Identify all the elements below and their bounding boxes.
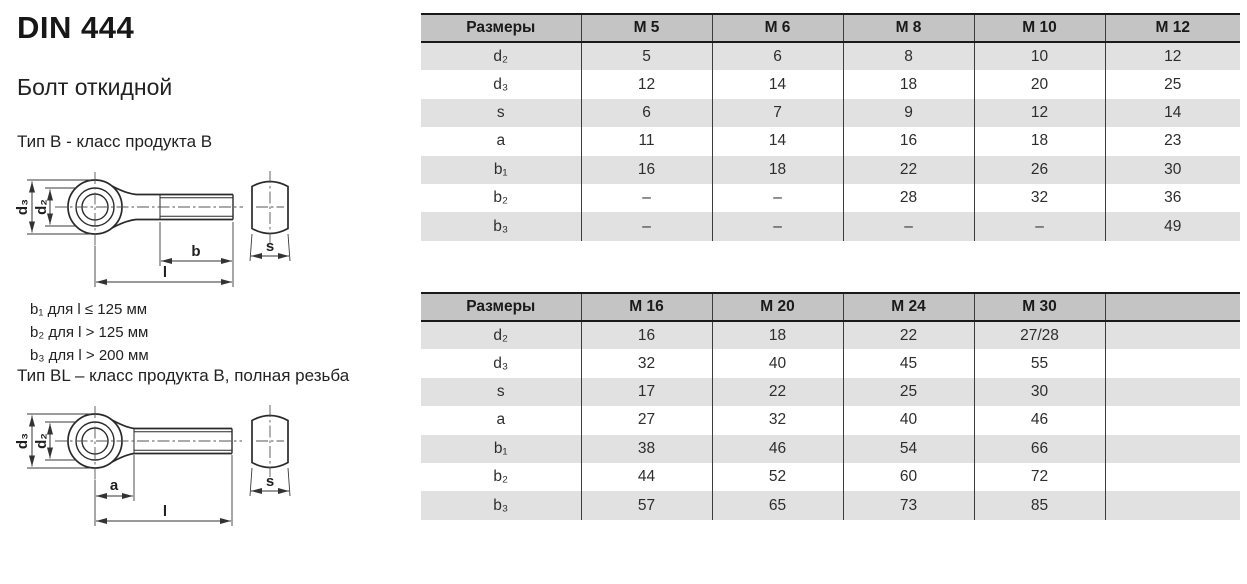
cell-value: 55 (974, 349, 1105, 377)
table-row (421, 378, 1240, 406)
dim-label-d3: d₃ (14, 198, 31, 216)
cell-value: 16 (581, 156, 712, 184)
type-bl-drawing (10, 398, 320, 538)
cell-value: 10 (974, 42, 1105, 70)
cell-value: 5 (581, 42, 712, 70)
size-column-header: M 30 (974, 293, 1105, 321)
size-column-header: M 8 (843, 14, 974, 42)
cell-value: 44 (581, 463, 712, 491)
table-row (421, 349, 1240, 377)
cell-value: 66 (974, 435, 1105, 463)
table-row (421, 406, 1240, 434)
dimensions-table-m16-m30 (421, 292, 1240, 520)
row-label: s (421, 99, 581, 127)
shank-top-edge (112, 420, 232, 429)
cell-value: – (843, 212, 974, 240)
row-label: b₁ (421, 435, 581, 463)
cell-value: 40 (712, 349, 843, 377)
table-row (421, 99, 1240, 127)
footnote-b1: b₁ для l ≤ 125 мм (30, 301, 148, 318)
cell-value (1105, 378, 1240, 406)
size-column-header: M 20 (712, 293, 843, 321)
row-label: d₃ (493, 354, 509, 372)
cell-value: 12 (1105, 42, 1240, 70)
dim-label-s: s (265, 238, 275, 255)
cell-value: 30 (974, 378, 1105, 406)
cell-value: 18 (712, 321, 843, 349)
cell-value: 14 (1105, 99, 1240, 127)
type-b-drawing (10, 160, 320, 292)
cell-value: – (712, 212, 843, 240)
cell-value: – (581, 184, 712, 212)
cell-value (1105, 491, 1240, 519)
dim-label-s: s (265, 473, 275, 490)
table-row (421, 156, 1240, 184)
cell-value: 45 (843, 349, 974, 377)
cell-value: 26 (974, 156, 1105, 184)
row-label: b₃ (421, 491, 581, 519)
cell-value: 25 (1105, 70, 1240, 98)
size-column-header: M 5 (581, 14, 712, 42)
row-label: b₃ (421, 212, 581, 240)
size-column-header: M 16 (581, 293, 712, 321)
cell-value: 6 (712, 42, 843, 70)
cell-value: – (712, 184, 843, 212)
cell-value: 73 (843, 491, 974, 519)
cell-value: 14 (712, 127, 843, 155)
cell-value: 57 (581, 491, 712, 519)
cell-value: – (974, 212, 1105, 240)
table-row (421, 127, 1240, 155)
cell-value: 6 (581, 99, 712, 127)
thread-length-footnotes (30, 298, 149, 367)
dim-label-d2: d₂ (33, 433, 50, 449)
page-subtitle: Болт откидной (17, 74, 173, 100)
cell-value: 72 (974, 463, 1105, 491)
cell-value: 28 (843, 184, 974, 212)
cell-value: 38 (581, 435, 712, 463)
row-label: b₁ (421, 156, 581, 184)
cell-value (1105, 321, 1240, 349)
cell-value: 7 (712, 99, 843, 127)
cell-value: 22 (843, 156, 974, 184)
dimensions-table-m5-m12 (421, 13, 1240, 241)
cell-value: 18 (843, 70, 974, 98)
cell-value: 22 (712, 378, 843, 406)
s-ext-right (288, 468, 290, 496)
cell-value: 9 (843, 99, 974, 127)
cell-value: 46 (712, 435, 843, 463)
cell-value: 32 (581, 349, 712, 377)
dim-label-b: b (191, 243, 201, 260)
table-row (421, 463, 1240, 491)
cell-value: 16 (843, 127, 974, 155)
cell-value: – (581, 212, 712, 240)
row-label: d₂ (421, 321, 581, 349)
shank-top-edge (112, 186, 233, 195)
row-label: a (496, 411, 506, 429)
dim-label-d2: d₂ (33, 199, 50, 215)
cell-value: 65 (712, 491, 843, 519)
footnote-b3: b₃ для l > 200 мм (30, 347, 149, 364)
cell-value: 18 (712, 156, 843, 184)
s-ext-right (288, 234, 290, 261)
s-ext-left (250, 468, 252, 496)
row-label: d₃ (493, 75, 509, 93)
cell-value: 52 (712, 463, 843, 491)
size-column-header (1105, 293, 1240, 321)
shank-bottom-edge (112, 220, 233, 229)
dim-label-a: a (109, 477, 119, 494)
cell-value: 20 (974, 70, 1105, 98)
row-label: b₂ (493, 189, 509, 207)
cell-value: 23 (1105, 127, 1240, 155)
cell-value (1105, 406, 1240, 434)
s-ext-left (250, 234, 252, 261)
size-column-header: M 10 (974, 14, 1105, 42)
cell-value: 27/28 (974, 321, 1105, 349)
row-label: d₂ (421, 42, 581, 70)
table-row (421, 491, 1240, 519)
cell-value: 60 (843, 463, 974, 491)
table-row (421, 321, 1240, 349)
shank-bottom-edge (112, 454, 232, 463)
row-label: s (421, 378, 581, 406)
size-column-header: M 24 (843, 293, 974, 321)
cell-value: 14 (712, 70, 843, 98)
cell-value: 11 (581, 127, 712, 155)
table-row (421, 70, 1240, 98)
footnote-b2: b₂ для l > 125 мм (30, 324, 149, 341)
cell-value (1105, 349, 1240, 377)
cell-value: 49 (1105, 212, 1240, 240)
cell-value (1105, 435, 1240, 463)
table-row (421, 212, 1240, 240)
dim-label-d3: d₃ (14, 432, 31, 450)
param-column-header: Размеры (421, 14, 581, 42)
table-header-row (421, 293, 1240, 321)
cell-value: 46 (974, 406, 1105, 434)
cell-value: 40 (843, 406, 974, 434)
cell-value: 32 (974, 184, 1105, 212)
cell-value: 85 (974, 491, 1105, 519)
page-title: DIN 444 (17, 10, 135, 45)
type-b-label: Тип B - класс продукта B (17, 132, 213, 151)
cell-value: 32 (712, 406, 843, 434)
table-row (421, 42, 1240, 70)
cell-value: 54 (843, 435, 974, 463)
table-header-row (421, 14, 1240, 42)
dim-label-l: l (162, 264, 168, 281)
cell-value: 18 (974, 127, 1105, 155)
cell-value: 12 (581, 70, 712, 98)
cell-value: 27 (581, 406, 712, 434)
cell-value: 22 (843, 321, 974, 349)
cell-value: 17 (581, 378, 712, 406)
size-column-header: M 12 (1105, 14, 1240, 42)
row-label: b₂ (493, 468, 509, 486)
size-column-header: M 6 (712, 14, 843, 42)
cell-value: 16 (581, 321, 712, 349)
table-row (421, 435, 1240, 463)
table-row (421, 184, 1240, 212)
cell-value: 12 (974, 99, 1105, 127)
type-bl-label: Тип BL – класс продукта B, полная резьба (17, 366, 350, 385)
cell-value: 30 (1105, 156, 1240, 184)
cell-value: 36 (1105, 184, 1240, 212)
param-column-header: Размеры (421, 293, 581, 321)
dim-label-l: l (162, 503, 168, 520)
cell-value: 25 (843, 378, 974, 406)
cell-value (1105, 463, 1240, 491)
row-label: a (496, 132, 506, 150)
cell-value: 8 (843, 42, 974, 70)
